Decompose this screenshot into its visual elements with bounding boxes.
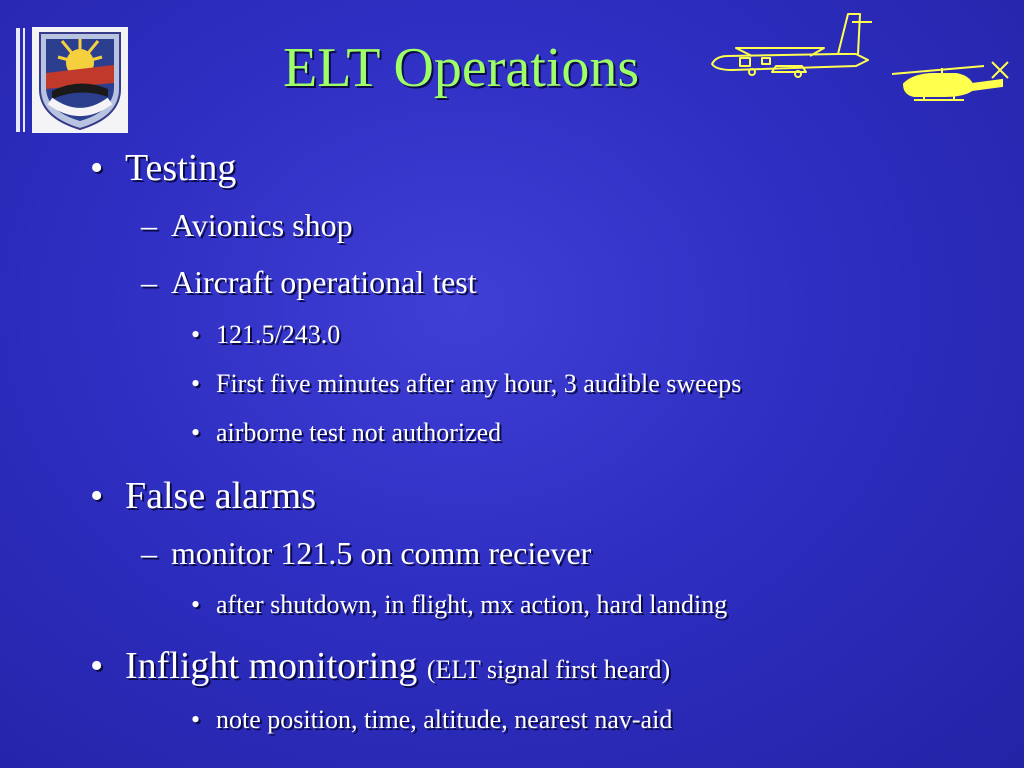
- left-accent-bar-thin: [23, 28, 25, 132]
- bullet-testing: [90, 146, 237, 190]
- bullet-note: (ELT signal first heard): [426, 655, 671, 684]
- bullet-marker: •: [191, 418, 201, 447]
- bullet-marker: •: [90, 475, 104, 517]
- bullet-text: monitor 121.5 on comm reciever: [171, 535, 592, 571]
- sub-bullet-aircraft-test: [141, 264, 477, 301]
- bullet-text: Aircraft operational test: [171, 264, 477, 300]
- bullet-marker: •: [191, 320, 201, 349]
- detail-bullet-frequency: [191, 320, 341, 350]
- bullet-false-alarms: [90, 474, 317, 518]
- page-title: ELT Operations: [283, 37, 640, 99]
- bullet-text: False alarms: [125, 475, 317, 517]
- bullet-text: First five minutes after any hour, 3 audible sweeps: [216, 369, 742, 398]
- detail-bullet-airborne-test: [191, 418, 502, 448]
- bullet-marker: •: [90, 645, 104, 687]
- helicopter-icon: [884, 56, 1016, 109]
- bullet-marker: •: [191, 590, 201, 619]
- bullet-text: 121.5/243.0: [216, 320, 341, 349]
- bullet-text: Inflight monitoring: [125, 645, 418, 687]
- bullet-text: Avionics shop: [171, 207, 353, 243]
- sub-bullet-avionics-shop: [141, 207, 353, 244]
- bullet-marker: •: [191, 369, 201, 398]
- detail-bullet-first-five-minutes: [191, 369, 742, 399]
- bullet-inflight-monitoring: [90, 644, 671, 688]
- bullet-text: airborne test not authorized: [216, 418, 502, 447]
- dash-marker: –: [141, 535, 157, 571]
- cargo-aircraft-icon: [706, 10, 878, 83]
- bullet-marker: •: [191, 705, 201, 734]
- bullet-text: note position, time, altitude, nearest nav-aid: [216, 705, 673, 734]
- rescue-group-emblem-icon: [32, 27, 128, 133]
- detail-bullet-after-shutdown: [191, 590, 728, 620]
- left-accent-bar: [16, 28, 20, 132]
- detail-bullet-note-position: [191, 705, 673, 735]
- bullet-marker: •: [90, 147, 104, 189]
- bullet-text: after shutdown, in flight, mx action, hard landing: [216, 590, 728, 619]
- dash-marker: –: [141, 207, 157, 243]
- sub-bullet-monitor: [141, 535, 592, 572]
- bullet-text: Testing: [125, 147, 237, 189]
- dash-marker: –: [141, 264, 157, 300]
